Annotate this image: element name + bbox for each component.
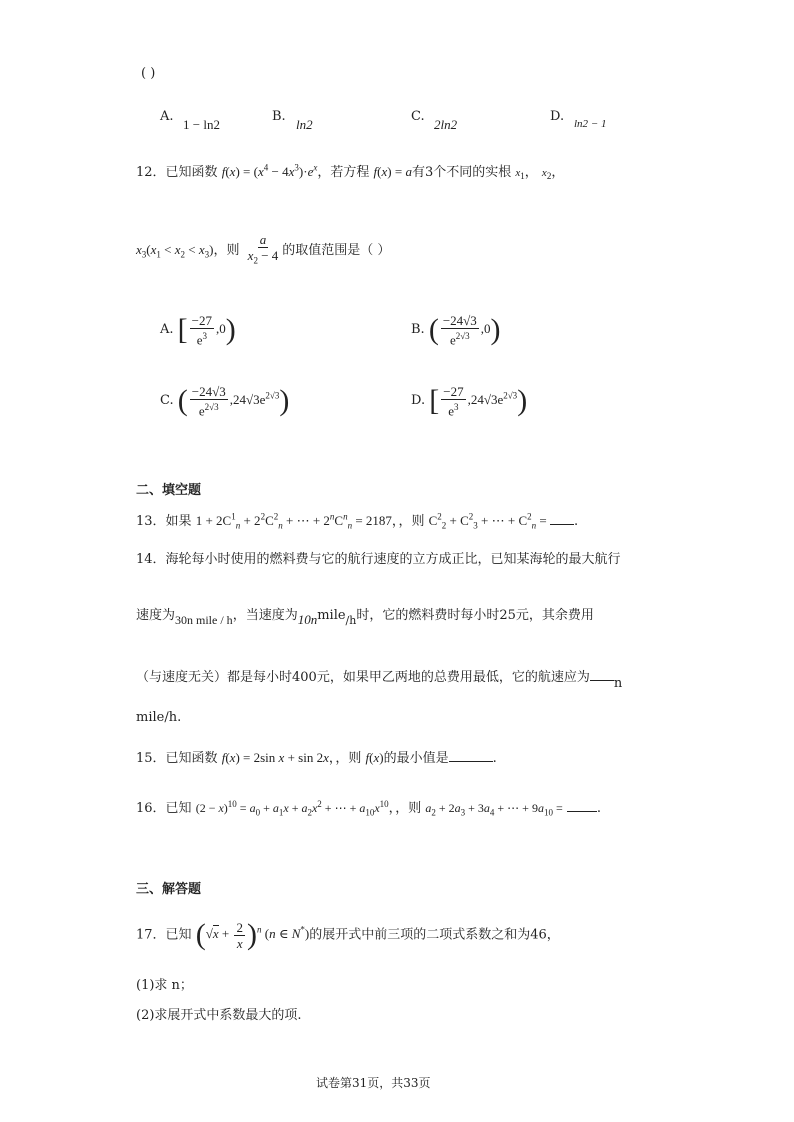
q12-root-condition: $x_3(x_1 < x_2 < x_3)$ — [136, 241, 214, 260]
q11-option-a-value: 1 − ln2 — [183, 117, 220, 132]
q16-stem: 16．已知 $(2 - x)^{10} = a_0 + a_1x + a_2x^2$ + ⋯ + $a_{10}x^{10}$，，则 $a_2 + 2a_3 + 3a_4$ + ⋯ + $9a_{10}$ = . — [136, 799, 602, 818]
q11-option-c-value: 2ln2 — [434, 117, 458, 132]
q12-root-x2: $x_2$ — [541, 167, 552, 182]
answer-blank[interactable] — [590, 668, 614, 681]
q12-text: ，若方程 — [317, 165, 370, 180]
q15-text: 已知函数 — [165, 751, 218, 766]
q14-line4: mile/h. — [136, 710, 182, 725]
q17-subquestion-2: (2)求展开式中系数最大的项. — [136, 1008, 302, 1023]
q14-speed2-unit: mile — [317, 608, 346, 623]
q14-line1 — [136, 548, 621, 567]
question-number: 17． — [136, 927, 166, 943]
q14-line3 — [136, 666, 623, 691]
q11-option-letter: A. — [160, 109, 174, 124]
answer-blank[interactable] — [567, 799, 597, 812]
page-footer: 试卷第31页，共33页 — [316, 1076, 431, 1090]
q12-text: 的取值范围是（ ） — [282, 242, 391, 258]
q12-text: 已知函数 — [165, 165, 218, 180]
question-number: 16． — [136, 801, 166, 816]
q14-text: 速度为 — [136, 608, 176, 623]
question-number: 15． — [136, 751, 166, 766]
q12-option-b — [411, 313, 501, 347]
q11-option-c: C. — [411, 109, 425, 124]
q12-option-a — [160, 313, 236, 347]
question-number: 14． — [136, 552, 166, 567]
question-number: 12． — [136, 165, 166, 180]
q12-fraction: $\frac{a}{x_2 - 4}$ — [247, 232, 279, 266]
q14-text: n — [613, 676, 623, 691]
q13-text: ，则 — [398, 514, 425, 529]
q15-function-formula: f(x) = 2sin x + sin 2x — [221, 750, 329, 765]
q11-option-d-value: ln2 − 1 — [574, 118, 607, 130]
section-heading-solutions: 三、解答题 — [136, 882, 202, 897]
q11-option-a — [160, 109, 174, 124]
q17-text: 的展开式中前三项的二项式系数之和为46， — [309, 927, 560, 943]
q15-text: ，则 — [335, 751, 362, 766]
q14-text: 时，它的燃料费时每小时25元，其余费用 — [356, 608, 594, 623]
section-heading-fill-in: 二、填空题 — [136, 483, 202, 498]
answer-blank[interactable] — [550, 512, 574, 525]
q12-equation: f(x) = a — [373, 164, 412, 179]
option-letter: B. — [411, 322, 425, 338]
q12-option-c-formula: ( $\frac{-24√3}{e^{2√3}}$ $,24√3e^{2√3}$) — [177, 384, 290, 419]
q12-option-b-formula: ( $\frac{-24√3}{e^{2√3}}$ ,0) — [428, 313, 501, 348]
q14-text: （与速度无关）都是每小时400元，如果甲乙两地的总费用最低，它的航速应为 — [136, 670, 590, 685]
q17-text: 已知 — [165, 927, 192, 943]
q14-speed2-value: 10n — [297, 612, 318, 627]
q12-root-x1: $x_1$ — [515, 167, 525, 182]
q14-text: ，当速度为 — [232, 608, 298, 623]
q16-text: ，则 — [395, 801, 422, 816]
q17-binomial-formula: (√x + $\frac{2}{x}$ )$^n$ (n ∈ N*) — [195, 918, 310, 952]
q14-speed-value: 30n mile / h — [175, 613, 233, 627]
q15-stem: 15．已知函数 f(x) = 2sin x + sin 2x，，则 f(x)的最小值是 . — [136, 750, 497, 766]
q12-text: ，则 — [213, 242, 240, 258]
option-letter: D. — [411, 393, 426, 409]
q17-stem — [136, 920, 560, 951]
q12-option-a-formula: [ $\frac{-27}{e^3}$ ,0) — [177, 313, 236, 348]
question-number: 13． — [136, 514, 166, 529]
option-letter: C. — [160, 393, 174, 409]
q12-option-c — [160, 384, 289, 418]
answer-paren: ( ) — [141, 66, 156, 81]
q12-function-formula: $f(x) = (x^4 - 4x^3)\cdot e^x$ — [221, 162, 318, 179]
q12-option-d — [411, 384, 527, 418]
q11-option-d: D. — [550, 109, 565, 124]
answer-blank[interactable] — [449, 749, 493, 762]
q13-given-formula: $1 + 2C^1_n + 2^2C^2_n$ + ⋯ + $2^nC^n_n = 2187$ — [195, 511, 392, 531]
q15-function-ref: f(x) — [365, 750, 384, 765]
q13-target-formula: $C^2_2 + C^2_3$ + ⋯ + $C^2_n$ = — [428, 511, 550, 531]
q12-option-d-formula: [ $\frac{-27}{e^3}$ $,24√3e^{2√3}$) — [429, 384, 528, 419]
q16-target-formula: $a_2 + 2a_3 + 3a_4$ + ⋯ + $9a_{10}$ = — [425, 801, 563, 818]
q11-option-b-value: ln2 — [296, 117, 313, 132]
q16-expansion-formula: $(2 - x)^{10} = a_0 + a_1x + a_2x^2$ + ⋯ + $a_{10}x^{10}$ — [195, 799, 389, 818]
q14-speed2-unit: /h — [345, 614, 357, 627]
q12-stem-line2 — [136, 232, 390, 269]
option-letter: A. — [160, 322, 174, 338]
q12-stem-line1: 12．已知函数 $f(x) = (x^4 - 4x^3)\cdot e^x$，若方程 f(x) = a有3个不同的实根 $x_1$， $x_2$， — [136, 162, 565, 182]
q17-subquestion-1: (1)求 n； — [136, 978, 193, 993]
q13-text: 如果 — [165, 514, 192, 529]
q14-line2 — [136, 604, 594, 627]
q14-text: 海轮每小时使用的燃料费与它的航行速度的立方成正比，已知某海轮的最大航行 — [165, 552, 621, 567]
q13-stem: 13．如果 $1 + 2C^1_n + 2^2C^2_n$ + ⋯ + $2^nC^n_n = 2187$，，则 $C^2_2 + C^2_3$ + ⋯ + $C^2_n$ = . — [136, 511, 579, 531]
q11-option-b: B. — [272, 109, 286, 124]
q15-text: 的最小值是 — [383, 751, 449, 766]
q16-text: 已知 — [165, 801, 192, 816]
q12-text: 有3个不同的实根 — [411, 165, 512, 180]
